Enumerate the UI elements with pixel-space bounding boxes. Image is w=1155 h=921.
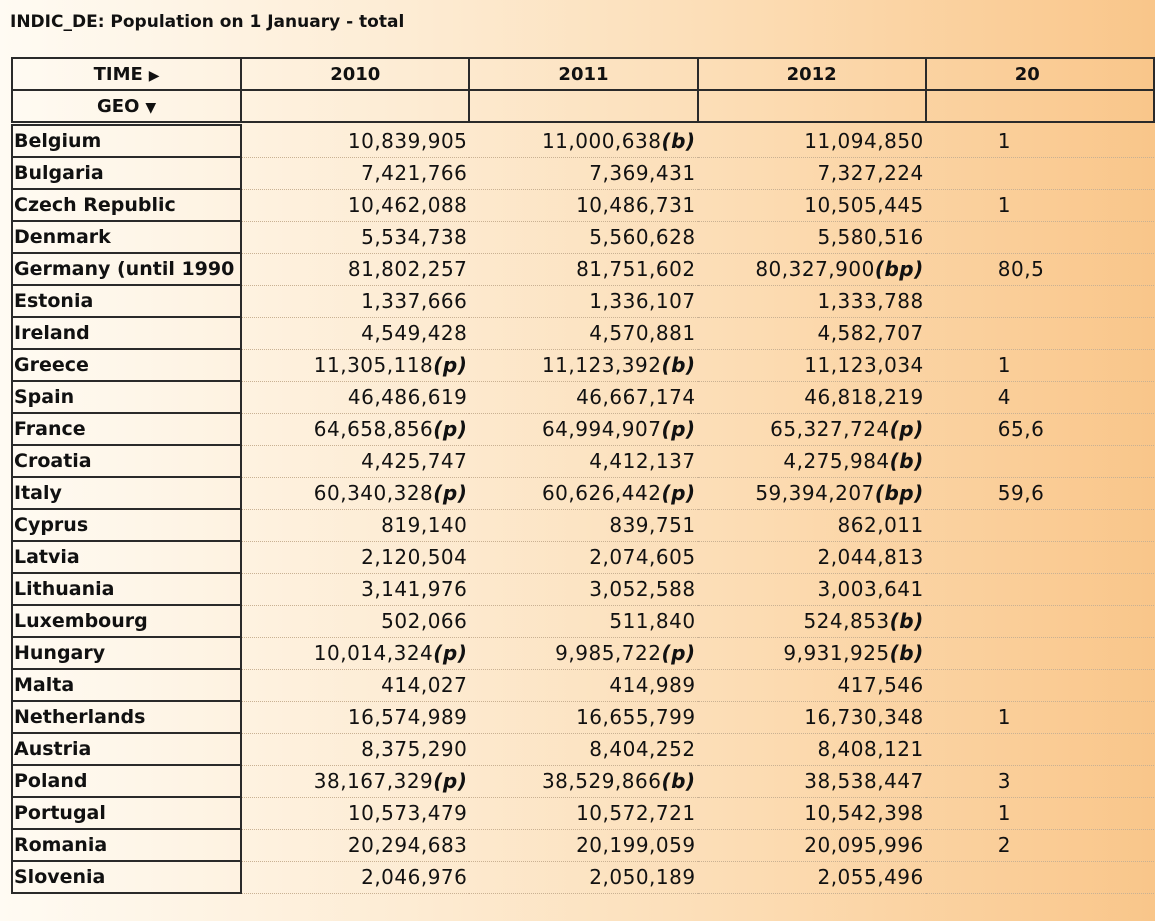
status-flag: (p) (889, 417, 924, 441)
population-value-cell (926, 605, 1154, 637)
population-value-cell (926, 413, 1154, 445)
population-value-cell (469, 701, 697, 733)
header-blank-cell (241, 90, 469, 122)
population-value-cell (241, 733, 469, 765)
population-value-cell (469, 605, 697, 637)
population-number: 4,570,881 (589, 321, 696, 345)
country-label[interactable]: Bulgaria (12, 157, 241, 189)
population-number: 5,580,516 (817, 225, 924, 249)
population-number: 64,994,907 (541, 417, 662, 441)
country-label[interactable]: Hungary (12, 637, 241, 669)
status-flag: (b) (661, 769, 696, 793)
year-header[interactable]: 2010 (241, 58, 469, 90)
population-number: 11,123,034 (804, 353, 924, 377)
population-value-cell (469, 541, 697, 573)
population-number: 9,985,722 (555, 641, 662, 665)
population-number: 64,658,856 (313, 417, 434, 441)
population-value-cell (698, 765, 926, 797)
population-value-cell (926, 797, 1154, 829)
population-table (11, 57, 1155, 894)
population-value-cell (698, 381, 926, 413)
table-row (12, 285, 1154, 317)
population-number: 1 (997, 128, 1011, 153)
geo-header-row (12, 90, 1154, 122)
population-number: 502,066 (381, 609, 468, 633)
population-number: 839,751 (609, 513, 696, 537)
country-label[interactable]: Italy (12, 477, 241, 509)
population-value-cell (469, 573, 697, 605)
population-number: 20,095,996 (804, 833, 924, 857)
population-number: 2,120,504 (361, 545, 468, 569)
population-number: 2,055,496 (817, 865, 924, 889)
status-flag: (p) (433, 641, 468, 665)
country-label[interactable]: Czech Republic (12, 189, 241, 221)
table-row (12, 509, 1154, 541)
population-number: 10,505,445 (804, 193, 924, 217)
country-label[interactable]: Slovenia (12, 861, 241, 893)
header-blank-cell (698, 90, 926, 122)
population-value-cell (698, 541, 926, 573)
population-value-cell (698, 637, 926, 669)
population-value-cell (698, 733, 926, 765)
population-number: 862,011 (837, 513, 924, 537)
status-flag: (bp) (874, 257, 924, 281)
population-number: 46,486,619 (347, 385, 468, 409)
population-number: 8,404,252 (589, 737, 696, 761)
population-number: 5,560,628 (589, 225, 696, 249)
population-number: 10,572,721 (576, 801, 696, 825)
table-row (12, 733, 1154, 765)
population-number: 59,394,207 (755, 481, 875, 505)
population-number: 2,050,189 (589, 865, 696, 889)
population-number: 414,027 (381, 673, 468, 697)
population-number: 11,305,118 (313, 353, 434, 377)
population-value-cell (698, 253, 926, 285)
time-dimension-header[interactable] (12, 58, 241, 90)
population-number: 20,294,683 (347, 833, 468, 857)
country-label[interactable]: Netherlands (12, 701, 241, 733)
population-value-cell (241, 797, 469, 829)
population-number: 7,421,766 (361, 161, 468, 185)
status-flag: (bp) (874, 481, 924, 505)
table-row (12, 605, 1154, 637)
country-label[interactable]: Latvia (12, 541, 241, 573)
table-row (12, 829, 1154, 861)
population-number: 7,327,224 (817, 161, 924, 185)
population-number: 81,802,257 (347, 257, 468, 281)
time-label: TIME (93, 63, 143, 85)
status-flag: (p) (661, 417, 696, 441)
country-label[interactable]: Portugal (12, 797, 241, 829)
population-value-cell (469, 509, 697, 541)
population-value-cell (926, 221, 1154, 253)
population-number: 1,336,107 (589, 289, 696, 313)
population-value-cell (469, 285, 697, 317)
status-flag: (p) (433, 481, 468, 505)
population-number: 59,6 (997, 481, 1045, 505)
population-number: 65,327,724 (770, 417, 890, 441)
population-value-cell (241, 765, 469, 797)
population-value-cell (698, 605, 926, 637)
population-value-cell (469, 125, 697, 157)
population-number: 819,140 (381, 513, 468, 537)
population-value-cell (926, 253, 1154, 285)
table-row (12, 477, 1154, 509)
header-blank-cell (926, 90, 1154, 122)
population-value-cell (241, 605, 469, 637)
country-label[interactable]: France (12, 413, 241, 445)
table-row (12, 221, 1154, 253)
population-value-cell (241, 317, 469, 349)
population-value-cell (926, 349, 1154, 381)
population-number: 65,6 (997, 417, 1045, 441)
table-row (12, 189, 1154, 221)
population-value-cell (469, 669, 697, 701)
population-number: 9,931,925 (783, 641, 890, 665)
population-number: 5,534,738 (361, 225, 468, 249)
population-value-cell (241, 189, 469, 221)
population-value-cell (926, 669, 1154, 701)
population-value-cell (698, 669, 926, 701)
population-value-cell (241, 573, 469, 605)
population-number: 2 (997, 833, 1011, 857)
country-label[interactable]: Estonia (12, 285, 241, 317)
population-number: 38,538,447 (804, 769, 924, 793)
population-value-cell (926, 509, 1154, 541)
population-number: 1,337,666 (361, 289, 468, 313)
geo-label: GEO (97, 95, 140, 117)
population-number: 10,462,088 (347, 193, 468, 217)
population-value-cell (698, 701, 926, 733)
country-label[interactable]: Lithuania (12, 573, 241, 605)
population-value-cell (926, 637, 1154, 669)
population-number: 16,655,799 (576, 705, 696, 729)
population-value-cell (469, 349, 697, 381)
table-row (12, 381, 1154, 413)
header-blank-cell (469, 90, 697, 122)
population-value-cell (698, 509, 926, 541)
country-label[interactable]: Germany (until 1990 (12, 253, 241, 285)
population-number: 38,167,329 (313, 769, 434, 793)
population-number: 3,052,588 (589, 577, 696, 601)
table-row (12, 701, 1154, 733)
population-value-cell (241, 669, 469, 701)
population-value-cell (926, 445, 1154, 477)
population-value-cell (698, 125, 926, 157)
population-value-cell (926, 285, 1154, 317)
population-number: 10,542,398 (804, 801, 924, 825)
population-number: 414,989 (609, 673, 696, 697)
population-value-cell (469, 765, 697, 797)
population-value-cell (241, 637, 469, 669)
population-value-cell (241, 509, 469, 541)
population-value-cell (926, 701, 1154, 733)
triangle-right-icon[interactable]: ▶ (148, 67, 160, 84)
population-value-cell (241, 829, 469, 861)
table-row (12, 349, 1154, 381)
country-label[interactable]: Malta (12, 669, 241, 701)
status-flag: (b) (661, 128, 696, 153)
population-value-cell (469, 253, 697, 285)
population-value-cell (241, 701, 469, 733)
population-number: 16,574,989 (347, 705, 468, 729)
population-value-cell (926, 733, 1154, 765)
population-value-cell (698, 413, 926, 445)
population-value-cell (698, 157, 926, 189)
population-number: 1 (997, 801, 1011, 825)
table-row (12, 125, 1154, 157)
population-value-cell (469, 733, 697, 765)
status-flag: (b) (889, 641, 924, 665)
table-row (12, 413, 1154, 445)
status-flag: (b) (889, 449, 924, 473)
country-label[interactable]: Romania (12, 829, 241, 861)
population-number: 1 (997, 705, 1011, 729)
population-value-cell (926, 157, 1154, 189)
population-value-cell (469, 797, 697, 829)
population-number: 4,549,428 (361, 321, 468, 345)
population-number: 7,369,431 (589, 161, 696, 185)
population-number: 4,275,984 (783, 449, 890, 473)
table-row (12, 669, 1154, 701)
status-flag: (p) (433, 769, 468, 793)
population-number: 60,626,442 (541, 481, 662, 505)
table-row (12, 765, 1154, 797)
country-label[interactable]: Austria (12, 733, 241, 765)
population-number: 2,046,976 (361, 865, 468, 889)
population-number: 1 (997, 353, 1011, 377)
population-number: 3,141,976 (361, 577, 468, 601)
year-header[interactable]: 20 (926, 58, 1154, 90)
table-row (12, 797, 1154, 829)
population-number: 81,751,602 (576, 257, 696, 281)
population-value-cell (241, 445, 469, 477)
population-number: 3 (997, 769, 1011, 793)
population-value-cell (926, 381, 1154, 413)
status-flag: (b) (661, 353, 696, 377)
population-value-cell (698, 317, 926, 349)
population-value-cell (698, 445, 926, 477)
population-value-cell (926, 829, 1154, 861)
population-value-cell (469, 189, 697, 221)
population-value-cell (241, 381, 469, 413)
population-value-cell (241, 285, 469, 317)
population-value-cell (241, 221, 469, 253)
population-value-cell (469, 829, 697, 861)
population-value-cell (698, 829, 926, 861)
country-label[interactable]: Greece (12, 349, 241, 381)
population-value-cell (926, 765, 1154, 797)
table-row (12, 541, 1154, 573)
population-number: 417,546 (837, 673, 924, 697)
population-value-cell (241, 861, 469, 893)
status-flag: (p) (433, 417, 468, 441)
table-row (12, 573, 1154, 605)
population-number: 10,486,731 (576, 193, 696, 217)
status-flag: (p) (661, 481, 696, 505)
table-row (12, 861, 1154, 893)
time-header-row (12, 58, 1154, 90)
geo-dimension-header[interactable] (12, 90, 241, 122)
population-number: 524,853 (803, 609, 890, 633)
year-header[interactable]: 2012 (698, 58, 926, 90)
population-value-cell (241, 477, 469, 509)
population-value-cell (926, 189, 1154, 221)
population-value-cell (241, 541, 469, 573)
population-number: 80,327,900 (755, 257, 875, 281)
triangle-down-icon[interactable]: ▼ (145, 99, 157, 116)
population-value-cell (241, 125, 469, 157)
year-header[interactable]: 2011 (469, 58, 697, 90)
status-flag: (b) (889, 609, 924, 633)
population-value-cell (469, 477, 697, 509)
population-value-cell (469, 381, 697, 413)
population-value-cell (241, 157, 469, 189)
population-number: 20,199,059 (576, 833, 696, 857)
population-value-cell (926, 541, 1154, 573)
population-number: 46,818,219 (804, 385, 924, 409)
page-title: INDIC_DE: Population on 1 January - total (10, 12, 405, 32)
population-value-cell (469, 637, 697, 669)
population-number: 1 (997, 193, 1011, 217)
population-number: 3,003,641 (817, 577, 924, 601)
population-number: 11,123,392 (541, 353, 662, 377)
table-row (12, 253, 1154, 285)
population-number: 11,094,850 (804, 128, 924, 153)
population-value-cell (241, 349, 469, 381)
population-number: 4,582,707 (817, 321, 924, 345)
population-number: 8,408,121 (817, 737, 924, 761)
population-value-cell (926, 317, 1154, 349)
population-number: 1,333,788 (817, 289, 924, 313)
population-value-cell (469, 221, 697, 253)
population-number: 4 (997, 385, 1011, 409)
country-label[interactable]: Spain (12, 381, 241, 413)
table-row (12, 637, 1154, 669)
population-value-cell (698, 285, 926, 317)
population-number: 16,730,348 (804, 705, 924, 729)
country-label[interactable]: Poland (12, 765, 241, 797)
population-value-cell (926, 573, 1154, 605)
country-label[interactable]: Denmark (12, 221, 241, 253)
table-row (12, 317, 1154, 349)
population-value-cell (698, 349, 926, 381)
population-value-cell (698, 189, 926, 221)
population-value-cell (241, 413, 469, 445)
population-value-cell (698, 797, 926, 829)
population-number: 46,667,174 (576, 385, 696, 409)
population-number: 60,340,328 (313, 481, 434, 505)
population-value-cell (469, 413, 697, 445)
population-number: 10,573,479 (347, 801, 468, 825)
population-value-cell (926, 477, 1154, 509)
population-value-cell (469, 317, 697, 349)
population-value-cell (698, 573, 926, 605)
population-number: 8,375,290 (361, 737, 468, 761)
population-number: 10,839,905 (347, 128, 468, 153)
population-value-cell (469, 861, 697, 893)
population-number: 80,5 (997, 257, 1045, 281)
population-value-cell (926, 125, 1154, 157)
population-number: 4,412,137 (589, 449, 696, 473)
status-flag: (p) (433, 353, 468, 377)
population-number: 11,000,638 (541, 128, 662, 153)
population-value-cell (698, 221, 926, 253)
population-number: 38,529,866 (541, 769, 662, 793)
population-value-cell (698, 477, 926, 509)
population-value-cell (926, 861, 1154, 893)
status-flag: (p) (661, 641, 696, 665)
population-value-cell (698, 861, 926, 893)
population-number: 2,044,813 (817, 545, 924, 569)
country-label[interactable]: Croatia (12, 445, 241, 477)
country-label[interactable]: Ireland (12, 317, 241, 349)
population-number: 2,074,605 (589, 545, 696, 569)
country-label[interactable]: Luxembourg (12, 605, 241, 637)
population-number: 511,840 (609, 609, 696, 633)
population-value-cell (241, 253, 469, 285)
table-body (12, 125, 1154, 893)
country-label[interactable]: Belgium (12, 125, 241, 157)
population-number: 4,425,747 (361, 449, 468, 473)
country-label[interactable]: Cyprus (12, 509, 241, 541)
population-number: 10,014,324 (313, 641, 434, 665)
table-row (12, 157, 1154, 189)
population-value-cell (469, 157, 697, 189)
population-value-cell (469, 445, 697, 477)
table-row (12, 445, 1154, 477)
